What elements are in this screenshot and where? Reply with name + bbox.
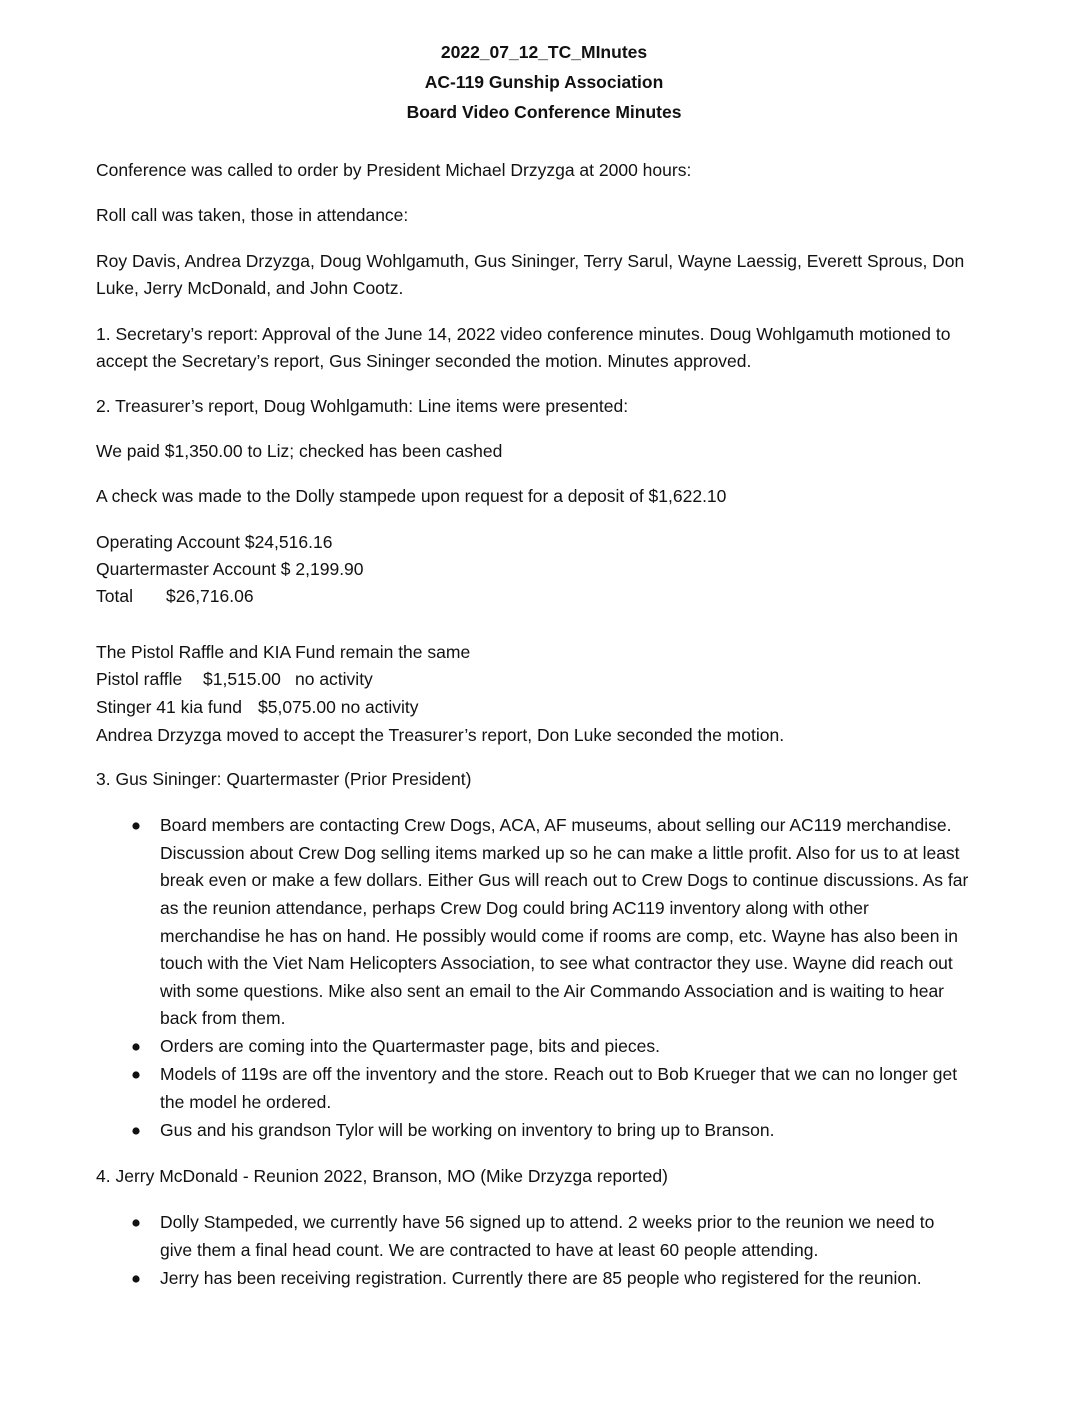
qm-bullet-1-line-4: as the reunion attendance, perhaps Crew Dog could bring AC119 inventory along with other — [160, 898, 869, 918]
qm-bullet-1-line-3: break even or make a few dollars. Either Gus will reach out to Crew Dogs to continue discussions. As far — [160, 870, 969, 890]
bullet-icon — [131, 1274, 141, 1284]
quartermaster-account-line: Quartermaster Account $ 2,199.90 — [96, 559, 364, 579]
total-value: $26,716.06 — [166, 586, 254, 606]
qm-bullet-4: Gus and his grandson Tylor will be working on inventory to bring up to Branson. — [160, 1120, 775, 1140]
document-id-title: 2022_07_12_TC_MInutes — [440, 42, 648, 62]
reunion-bullet-1-line-1: Dolly Stampeded, we currently have 56 signed up to attend. 2 weeks prior to the reunion we need to — [160, 1212, 935, 1232]
pistol-raffle-value: $1,515.00 — [203, 669, 281, 689]
total-label: Total — [96, 586, 133, 606]
reunion-bullet-1-line-2: give them a final head count. We are contracted to have at least 60 people attending. — [160, 1240, 819, 1260]
qm-bullet-1-line-8: back from them. — [160, 1008, 286, 1028]
qm-bullet-3-line-2: the model he ordered. — [160, 1092, 332, 1112]
qm-bullet-3-line-1: Models of 119s are off the inventory and the store. Reach out to Bob Krueger that we can no longer get — [160, 1064, 958, 1084]
quartermaster-heading: 3. Gus Sininger: Quartermaster (Prior President) — [96, 769, 472, 789]
meeting-title: Board Video Conference Minutes — [406, 102, 682, 122]
bullet-icon — [131, 1070, 141, 1080]
qm-bullet-1-line-7: with some questions. Mike also sent an email to the Air Commando Association and is waiting to hear — [160, 981, 945, 1001]
bullet-icon — [131, 821, 141, 831]
reunion-heading: 4. Jerry McDonald - Reunion 2022, Branson, MO (Mike Drzyzga reported) — [96, 1166, 668, 1186]
roll-call-text: Roll call was taken, those in attendance: — [96, 205, 409, 225]
qm-bullet-2: Orders are coming into the Quartermaster page, bits and pieces. — [160, 1036, 660, 1056]
attendees-line-2: Luke, Jerry McDonald, and John Cootz. — [96, 278, 404, 298]
stinger-fund-label: Stinger 41 kia fund — [96, 697, 242, 717]
payment-liz-text: We paid $1,350.00 to Liz; checked has been cashed — [96, 441, 503, 461]
bullet-icon — [131, 1126, 141, 1136]
qm-bullet-1-line-1: Board members are contacting Crew Dogs, ACA, AF museums, about selling our AC119 merchandise. — [160, 815, 952, 835]
call-to-order-text: Conference was called to order by President Michael Drzyzga at 2000 hours: — [96, 160, 692, 180]
funds-intro-text: The Pistol Raffle and KIA Fund remain the same — [96, 642, 471, 662]
qm-bullet-1-line-6: touch with the Viet Nam Helicopters Association, to see what contractor they use. Wayne did reach out — [160, 953, 953, 973]
operating-account-line: Operating Account $24,516.16 — [96, 532, 333, 552]
bullet-icon — [131, 1218, 141, 1228]
pistol-raffle-note: no activity — [295, 669, 373, 689]
stinger-fund-value: $5,075.00 no activity — [258, 697, 419, 717]
qm-bullet-1-line-2: Discussion about Crew Dog selling items marked up so he can make a little profit. Also for us to at least — [160, 843, 960, 863]
secretary-report-line-2: accept the Secretary’s report, Gus Sininger seconded the motion. Minutes approved. — [96, 351, 752, 371]
qm-bullet-1-line-5: merchandise he has on hand. He possibly would come if rooms are comp, etc. Wayne has also been in — [160, 926, 958, 946]
pistol-raffle-label: Pistol raffle — [96, 669, 183, 689]
bullet-icon — [131, 1042, 141, 1052]
treasurer-report-heading: 2. Treasurer’s report, Doug Wohlgamuth: Line items were presented: — [96, 396, 629, 416]
association-title: AC-119 Gunship Association — [424, 72, 664, 92]
reunion-bullet-2: Jerry has been receiving registration. Currently there are 85 people who registered for the reunion. — [160, 1268, 922, 1288]
secretary-report-line-1: 1. Secretary’s report: Approval of the June 14, 2022 video conference minutes. Doug Wohlgamuth motioned to — [96, 324, 951, 344]
attendees-line-1: Roy Davis, Andrea Drzyzga, Doug Wohlgamuth, Gus Sininger, Terry Sarul, Wayne Laessig, Everett Sprous, Don — [96, 251, 965, 271]
dolly-check-text: A check was made to the Dolly stampede upon request for a deposit of $1,622.10 — [96, 486, 727, 506]
treasurer-motion-text: Andrea Drzyzga moved to accept the Treasurer’s report, Don Luke seconded the motion. — [96, 725, 785, 745]
